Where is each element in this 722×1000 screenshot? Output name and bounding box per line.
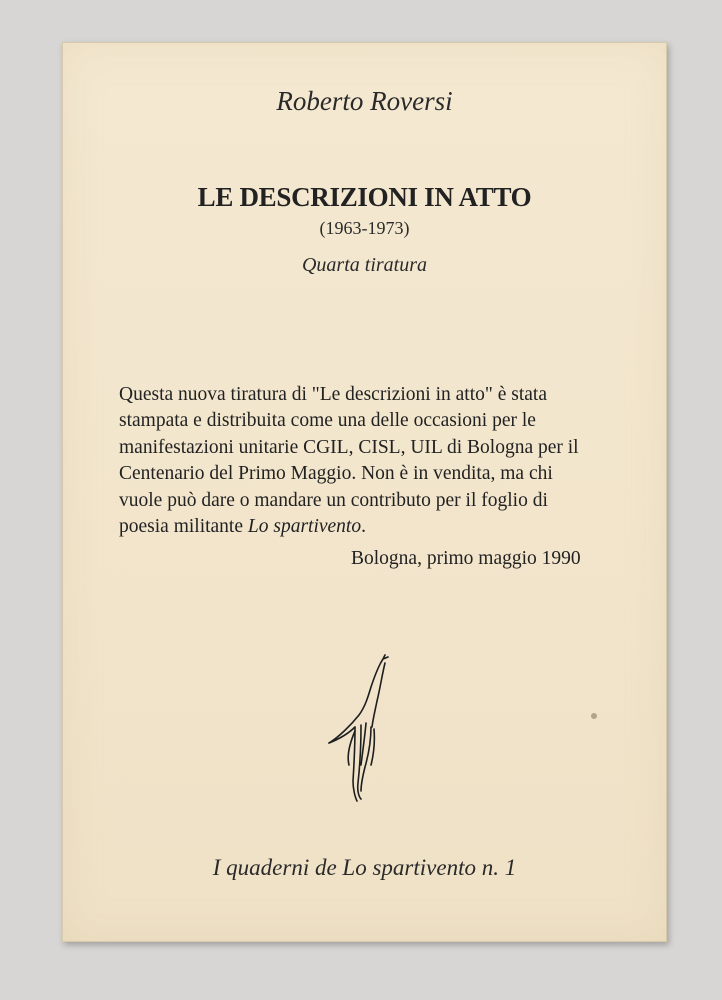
note-line: Questa nuova tiratura di "Le descrizioni in atto" è stata (119, 384, 547, 405)
book-cover (62, 42, 667, 942)
note-last-prefix: poesia militante (119, 516, 248, 538)
note-line-last (119, 514, 619, 540)
note-line: stampata e distribuita come una delle occasioni per le (119, 410, 536, 432)
note-line: manifestazioni unitarie CGIL, CISL, UIL di Bologna per il (119, 436, 579, 458)
year-range: (1963-1973) (319, 218, 410, 238)
dateline: Bologna, primo maggio 1990 (351, 548, 581, 569)
journal-name: Lo spartivento (247, 516, 362, 538)
note-last-suffix: . (361, 516, 366, 538)
paper-stain (591, 713, 597, 719)
printing-edition: Quarta tiratura (301, 254, 428, 276)
author-name: Roberto Roversi (276, 86, 453, 116)
book-title: LE DESCRIZIONI IN ATTO (197, 182, 532, 212)
series-title: I quaderni de Lo spartivento n. 1 (212, 855, 517, 880)
note-line: Centenario del Primo Maggio. Non è in vendita, ma chi (119, 463, 553, 485)
note-line: vuole può dare o mandare un contributo per il foglio di (119, 489, 548, 511)
giraffe-logo-icon (325, 653, 397, 803)
cover-note (119, 382, 619, 540)
